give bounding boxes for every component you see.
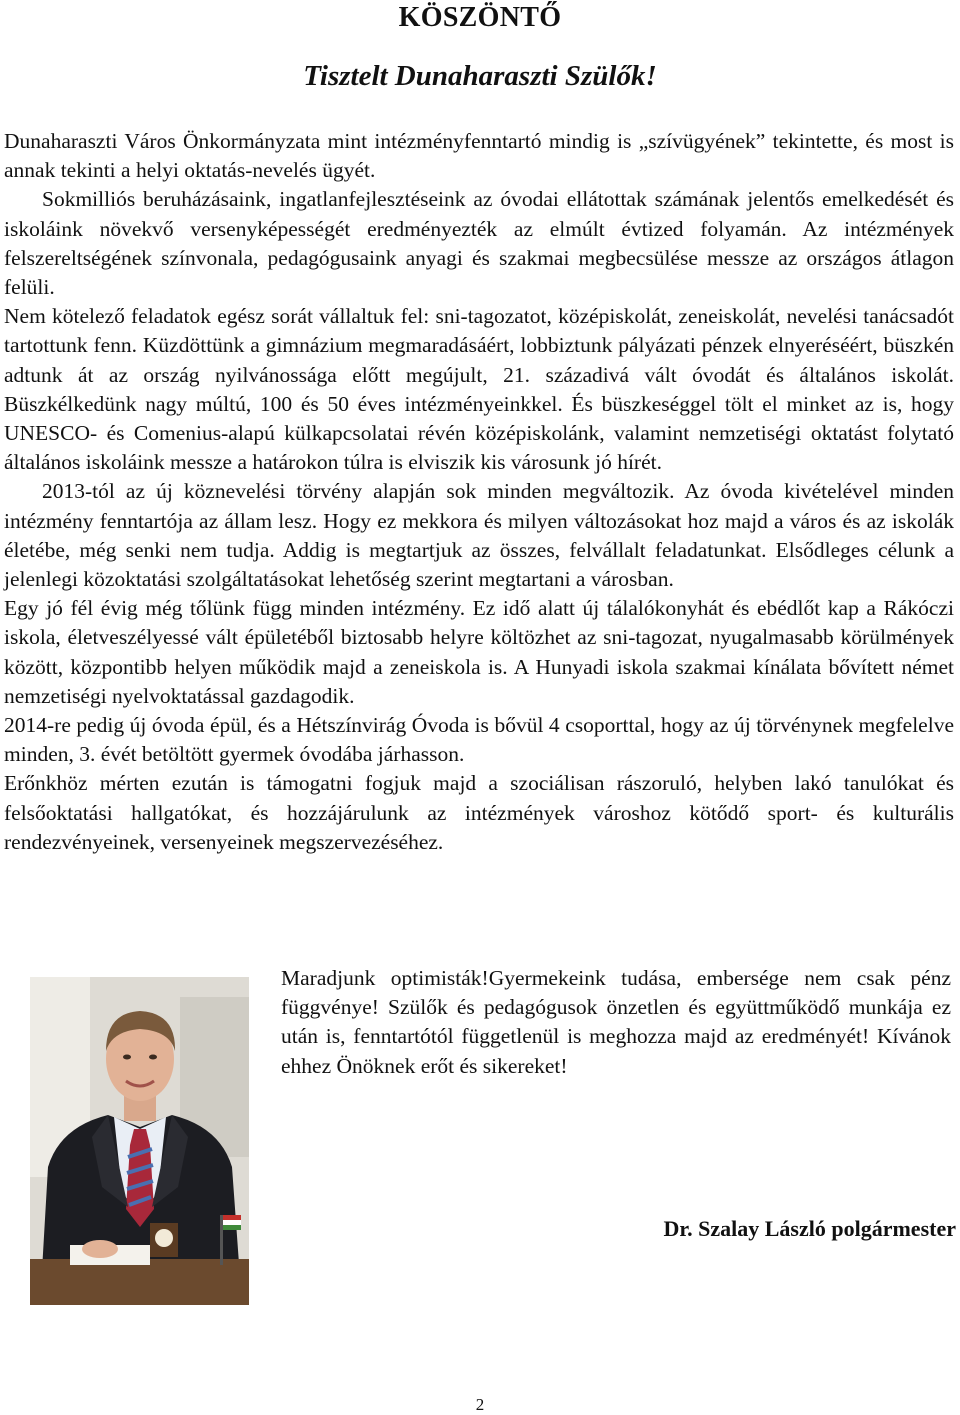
mayor-portrait-photo: [30, 977, 249, 1305]
paragraph-voluntary-tasks: Nem kötelező feladatok egész sorát vállaltuk fel: sni-tagozatot, középiskolát, zeneiskolát, nevelési tanácsadót tartottunk fenn. Küzdöttünk a gimnázium megmaradásáért, lobbiztunk pályázati pénzek elnyeréséért, büszkén adtunk át az ország nyilvánossága előtt megújult, 21. századivá vált óvodát és általános iskolát. Büszkélkedünk nagy múltú, 100 és 50 éves intézményeinkkel. És büszkeséggel tölt el minket az is, hogy UNESCO- és Comenius-alapú külkapcsolatai révén középiskolánk, valamint nemzetiségi oktatást folytató általános iskoláink messze a határokon túlra is elviszik kis városunk jó hírét.: [4, 304, 954, 475]
paragraph-half-year: Egy jó fél évig még tőlünk függ minden intézmény. Ez idő alatt új tálalókonyhát és ebédlőt kap a Rákóczi iskola, életveszélyessé vált épületéből biztosabb helyre költözhet az sni-tagozat, nyugalmasabb körülmények között, központibb helyen működik majd a zeneiskola is. A Hunyadi iskola szakmai kínálata bővített német nemzetiségi nyelvoktatással gazdagodik.: [4, 596, 954, 708]
paragraph-investments: Sokmilliós beruházásaink, ingatlanfejlesztéseink az óvodai ellátottak számának jelentős emelkedését és iskoláink növekvő versenyképességét eredményezték az elmúlt évtized folyamán. Az intézmények felszereltségének színvonala, pedagógusaink anyagi és szakmai megbecsülése messze az országos átlagon felüli.: [4, 187, 954, 300]
salutation: Tisztelt Dunaharaszti Szülők!: [303, 60, 657, 92]
closing-paragraph: Maradjunk optimisták!Gyermekeink tudása, embersége nem csak pénz függvénye! Szülők és pedagógusok önzetlen és együttműködő munkája ez után is, fenntartótól függetlenül is meghozza majd az eredményét! Kívánok ehhez Önöknek erőt és sikereket!: [281, 966, 951, 1078]
paragraph-support: Erőnkhöz mérten ezután is támogatni fogjuk majd a szociálisan rászoruló, helyben lakó tanulókat és felsőoktatási hallgatókat, és hozzájárulunk az intézmények városhoz kötődő sport- és kulturális rendezvényeinek, versenyeinek megszervezéséhez.: [4, 771, 954, 854]
page-number: 2: [475, 1395, 485, 1414]
signature: Dr. Szalay László polgármester: [663, 1216, 956, 1241]
paragraph-intro: Dunaharaszti Város Önkormányzata mint intézményfenntartó mindig is „szívügyének” tekintette, és most is annak tekinti a helyi oktatás-nevelés ügyét.: [4, 129, 954, 183]
letter-body: [4, 127, 954, 857]
paragraph-2014-kindergarten: 2014-re pedig új óvoda épül, és a Hétszínvirág Óvoda is bővül 4 csoporttal, hogy az új törvénynek megfelelve minden, 3. évét betöltött gyermek óvodába járhasson.: [4, 713, 954, 767]
page-title: KÖSZÖNTŐ: [398, 2, 562, 33]
paragraph-2013-law: 2013-tól az új köznevelési törvény alapján sok minden megváltozik. Az óvoda kivételével minden intézmény fenntartója az állam lesz. Hogy ez mekkora és milyen változásokat hoz majd a város és az iskolák életébe, még senki nem tudja. Addig is megtartjuk az összes, felvállalt feladatunkat. Elsődleges célunk a jelenlegi közoktatási szolgáltatásokat lehetőség szerint megtartani a városban.: [4, 479, 954, 592]
